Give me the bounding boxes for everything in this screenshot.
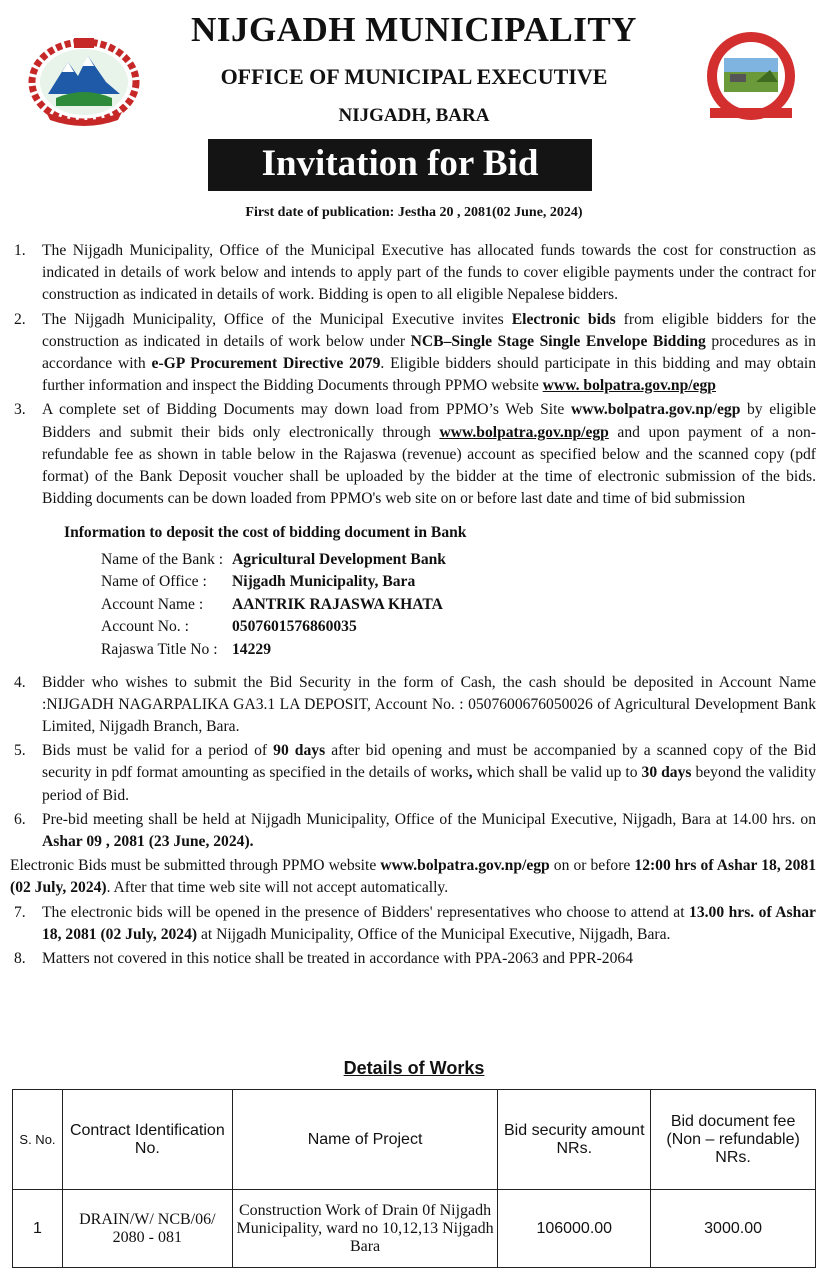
text-run: on or before [549,857,635,875]
text-run: Pre-bid meeting shall be held at Nijgadh Municipality, Office of the Municipal Executive, Nijgadh, Bara at 14.00 hrs. on [42,810,816,828]
row-security-amount: 106000.00 [498,1190,651,1268]
office-value: Nijgadh Municipality, Bara [232,573,416,591]
details-of-works-table [12,1089,816,1268]
clause-number: 6. [14,810,26,828]
clause-text: Bidder who wishes to submit the Bid Security in the form of Cash, the cash should be deposited in Account Name :NIJGADH NAGARPALIKA GA3.1 LA DEPOSIT, Account No. : 0507600676050026 of Agricultural Development Bank Limited, Nijgadh Branch, Bara. [42,673,816,736]
bank-row-office [101,571,816,594]
clause-number: 8. [14,950,26,968]
clause-3 [10,399,816,510]
account-no-value: 0507601576860035 [232,618,357,636]
table-row [13,1190,816,1268]
text-run: by eligible Bidders and submit their bids only electronically through [42,401,816,441]
text-run: The Nijgadh Municipality, Office of the Municipal Executive invites [42,310,512,328]
ppmo-website-link[interactable]: www.bolpatra.gov.np/egp [380,857,550,875]
text-run: Electronic Bids must be submitted through PPMO website [10,857,381,875]
bank-label: Name of the Bank : [101,550,224,568]
clause-7 [10,902,816,946]
text-run: beyond the validity period of Bid. [42,764,817,804]
bank-row-account-name [101,594,816,617]
text-run: from eligible bidders for the construction as indicated in details of work below under [42,310,816,350]
ppmo-website-link[interactable]: www.bolpatra.gov.np/egp [570,401,741,419]
invitation-banner: Invitation for Bid [208,139,592,191]
text-run: Bids must be valid for a period of [42,742,274,760]
publication-date: First date of publication: Jestha 20 , 2081(02 June, 2024) [245,205,583,220]
clause-2 [10,309,816,398]
clause-5 [10,740,816,807]
clause-text [42,399,816,510]
text-run: after bid opening and must be accompanied by a scanned copy of the Bid security in pdf format amounting as specified in the details of works [42,742,816,782]
text-run-bold: 13.00 hrs. of Ashar 18, 2081 (02 July, 2024) [42,903,816,943]
text-run: which shall be valid up to [472,764,642,782]
details-of-works-heading: Details of Works [343,1058,485,1078]
address-line: NIJGADH, BARA [338,105,490,126]
office-subtitle: OFFICE OF MUNICIPAL EXECUTIVE [220,64,608,89]
clause-text: Matters not covered in this notice shall be treated in accordance with PPA-2063 and PPR-2064 [42,950,633,968]
text-run: . Eligible bidders should participate in this bidding and may obtain further information and inspect the Bidding Documents through PPMO website [42,355,816,395]
text-run: The electronic bids will be opened in the presence of Bidders' representatives who choose to attend at [42,903,690,921]
row-project-name: Construction Work of Drain 0f Nijgadh Municipality, ward no 10,12,13 Nijgadh Bara [232,1190,498,1268]
column-header-project: Name of Project [232,1090,498,1190]
clause-text [42,809,816,853]
text-run: . After that time web site will not accept automatically. [106,879,449,897]
clause-text [42,902,816,946]
text-run-bold: 90 days [273,742,326,760]
title-no-value: 14229 [232,641,271,659]
clause-4 [10,672,816,739]
clause-number: 4. [14,673,26,691]
text-run: at Nijgadh Municipality, Office of the Municipal Executive, Nijgadh, Bara. [197,925,671,943]
column-header-security: Bid security amount NRs. [498,1090,651,1190]
ppmo-website-link[interactable]: www. bolpatra.gov.np/egp [542,377,716,395]
table-header-row [13,1090,816,1190]
ppmo-website-link[interactable]: www.bolpatra.gov.np/egp [439,423,609,441]
clause-1 [10,240,816,307]
clause-text: The Nijgadh Municipality, Office of the Municipal Executive has allocated funds towards the cost for construction as indicated in details of work below and intends to apply part of the funds to cover eligible payments under the contract for construction as indicated in details of work. Bidding is open to all eligible Nepalese bidders. [42,242,816,304]
text-run-bold: e-GP Procurement Directive 2079 [151,355,381,373]
clause-number: 7. [14,903,26,921]
clause-8 [10,948,816,970]
bank-row-bank [101,549,816,572]
column-header-sn: S. No. [13,1090,63,1190]
bank-row-title-no [101,639,816,662]
clause-text [42,740,816,807]
clause-6 [10,809,816,853]
account-name-label: Account Name : [101,595,204,613]
bank-info-heading: Information to deposit the cost of bidding document in Bank [64,524,467,542]
text-run-bold: NCB–Single Stage Single Envelope Bidding [410,332,706,350]
clause-number: 2. [14,310,26,328]
text-run-bold: Electronic bids [511,310,616,328]
account-name-value: AANTRIK RAJASWA KHATA [232,595,443,613]
electronic-bids-note [10,855,816,899]
text-run-bold: 12:00 hrs of Ashar 18, 2081 (02 July, 2024) [10,857,816,897]
column-header-fee: Bid document fee (Non – refundable) NRs. [651,1090,816,1190]
notice-body [10,240,816,972]
title-no-label: Rajaswa Title No : [101,641,218,659]
text-run-bold: Ashar 09 , 2081 (23 June, 2024). [42,833,254,851]
bank-row-account-no [101,616,816,639]
clause-text [42,309,816,398]
bank-value: Agricultural Development Bank [232,550,446,568]
text-run-bold: 30 days [641,764,692,782]
column-header-contract: Contract Identification No. [62,1090,232,1190]
row-document-fee: 3000.00 [651,1190,816,1268]
row-sn: 1 [13,1190,63,1268]
office-label: Name of Office : [101,573,207,591]
clause-number: 3. [14,401,26,419]
municipality-title: NIJGADH MUNICIPALITY [191,10,637,49]
row-contract-id: DRAIN/W/ NCB/06/ 2080 - 081 [62,1190,232,1268]
account-no-label: Account No. : [101,618,189,636]
text-run-bold: , [468,764,473,782]
text-run: procedures as in accordance with [42,332,816,373]
clause-number: 1. [14,242,26,259]
text-run: and upon payment of a non-refundable fee as shown in table below in the Rajaswa (revenue) account as specified below and the scanned copy (pdf format) of the Bank Deposit voucher shall be uploaded by the bidder at the time of electronic submission of the bids. Bidding documents can be down loaded from PPMO's web site on or before last date and time of bid submission [42,423,816,508]
clause-number: 5. [14,742,26,760]
text-run: A complete set of Bidding Documents may down load from PPMO’s Web Site [42,401,571,419]
